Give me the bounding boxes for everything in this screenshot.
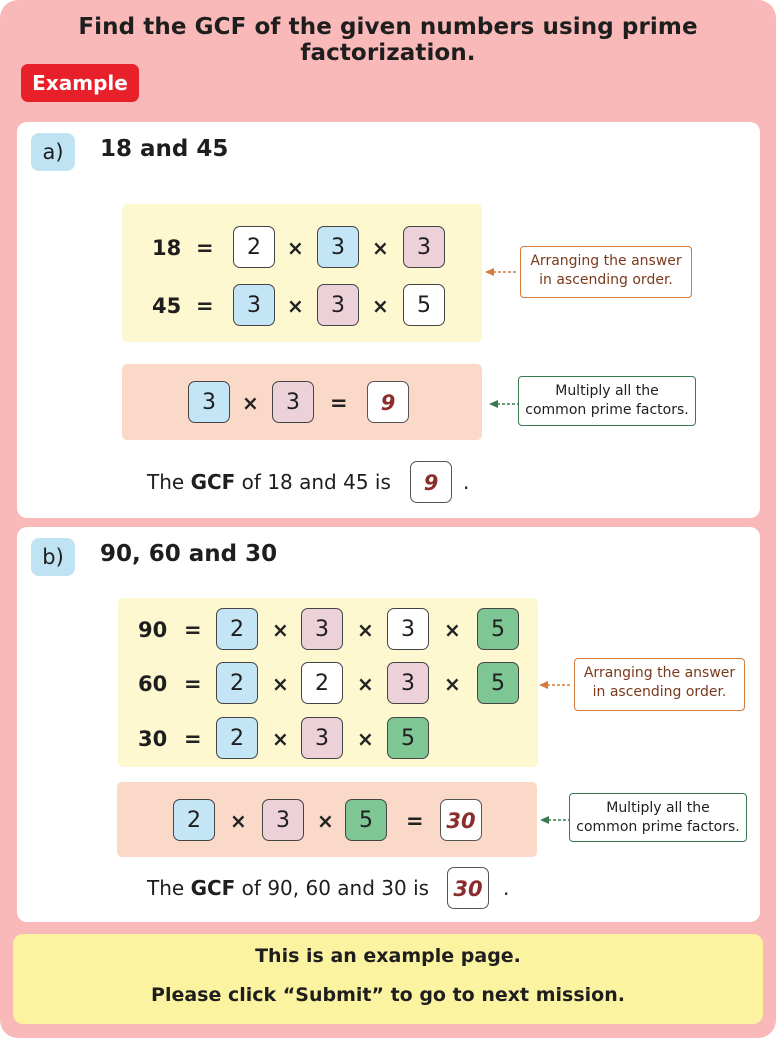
gcf-answer-box: 9 [410,461,452,503]
factor-box: 3 [403,226,445,268]
factor-row-45 [122,284,482,328]
part-a-card [17,122,760,518]
row-label: 18 [152,236,182,260]
note-line: Multiply all the [555,383,659,399]
note-line: Multiply all the [606,800,710,816]
gcf-label: GCF [190,470,236,494]
row-label: 30 [138,727,168,751]
arrow-left-icon [485,266,519,278]
factor-box: 3 [387,608,429,650]
factor-box: 2 [233,226,275,268]
times-sign: × [444,618,461,642]
part-a-product-panel [122,364,482,440]
factor-box: 3 [188,381,230,423]
factor-box: 2 [216,608,258,650]
times-sign: × [287,236,304,260]
part-b-tag: b) [31,538,75,576]
times-sign: × [357,672,374,696]
note-line: common prime factors. [525,402,689,418]
part-a-factorization-panel [122,204,482,342]
row-label: 45 [152,294,182,318]
times-sign: × [357,618,374,642]
sentence-period: . [463,470,470,494]
equals-sign: = [184,618,202,642]
gcf-answer-box: 30 [447,867,489,909]
times-sign: × [272,672,289,696]
factor-row-90 [118,608,538,652]
factor-row-30 [118,717,538,761]
part-b-heading: 90, 60 and 30 [100,541,278,567]
times-sign: × [444,672,461,696]
footer-line-2: Please click “Submit” to go to next mission. [151,984,625,1006]
note-line: common prime factors. [576,819,740,835]
note-multiply-common [569,793,747,842]
sentence-text: of 90, 60 and 30 is [235,876,430,900]
row-label: 60 [138,672,168,696]
part-b-factorization-panel [118,598,538,767]
factor-box: 3 [301,608,343,650]
factor-box: 2 [216,662,258,704]
factor-box: 3 [301,717,343,759]
times-sign: × [317,809,334,833]
equals-sign: = [184,672,202,696]
arrow-left-icon [540,814,570,826]
factor-box: 5 [477,608,519,650]
part-b-card [17,527,760,922]
times-sign: × [287,294,304,318]
times-sign: × [230,809,247,833]
part-a-answer-sentence [147,460,391,504]
times-sign: × [372,236,389,260]
factor-box: 3 [262,799,304,841]
factor-row-60 [118,662,538,706]
note-line: Arranging the answer [530,253,682,269]
note-line: Arranging the answer [583,665,736,681]
times-sign: × [242,391,259,415]
part-b-answer-sentence [147,866,429,910]
equals-sign: = [330,391,348,415]
note-multiply-common [518,376,696,426]
factor-box: 5 [387,717,429,759]
factor-box: 3 [272,381,314,423]
times-sign: × [272,727,289,751]
gcf-label: GCF [190,876,236,900]
equals-sign: = [406,809,424,833]
footer-line-1: This is an example page. [255,945,521,967]
part-a-tag: a) [31,133,75,171]
part-b-product-panel [117,782,537,857]
product-row [122,381,482,425]
sentence-text: of 18 and 45 is [235,470,391,494]
note-ascending-order [520,246,692,298]
arrow-left-icon [489,398,519,410]
note-line: in ascending order. [539,272,673,288]
factor-box: 3 [317,284,359,326]
factor-box: 3 [233,284,275,326]
row-label: 90 [138,618,168,642]
example-badge: Example [21,64,139,102]
arrow-left-icon [539,679,573,691]
result-box: 9 [367,381,409,423]
sentence-period: . [503,876,510,900]
times-sign: × [272,618,289,642]
factor-box: 3 [387,662,429,704]
factor-box: 5 [477,662,519,704]
equals-sign: = [196,236,214,260]
factor-box: 2 [173,799,215,841]
factor-box: 2 [301,662,343,704]
note-ascending-order [574,658,745,711]
equals-sign: = [184,727,202,751]
factor-box: 5 [403,284,445,326]
part-a-heading: 18 and 45 [100,136,229,162]
factor-box: 5 [345,799,387,841]
result-box: 30 [440,799,482,841]
sentence-text: The [147,470,191,494]
equals-sign: = [196,294,214,318]
factor-row-18 [122,226,482,270]
product-row [117,799,537,843]
times-sign: × [357,727,374,751]
factor-box: 2 [216,717,258,759]
factor-box: 3 [317,226,359,268]
sentence-text: The [147,876,191,900]
times-sign: × [372,294,389,318]
page-title: Find the GCF of the given numbers using prime factorization. [78,14,698,66]
instruction-footer [13,934,763,1024]
note-line: in ascending order. [592,684,727,700]
